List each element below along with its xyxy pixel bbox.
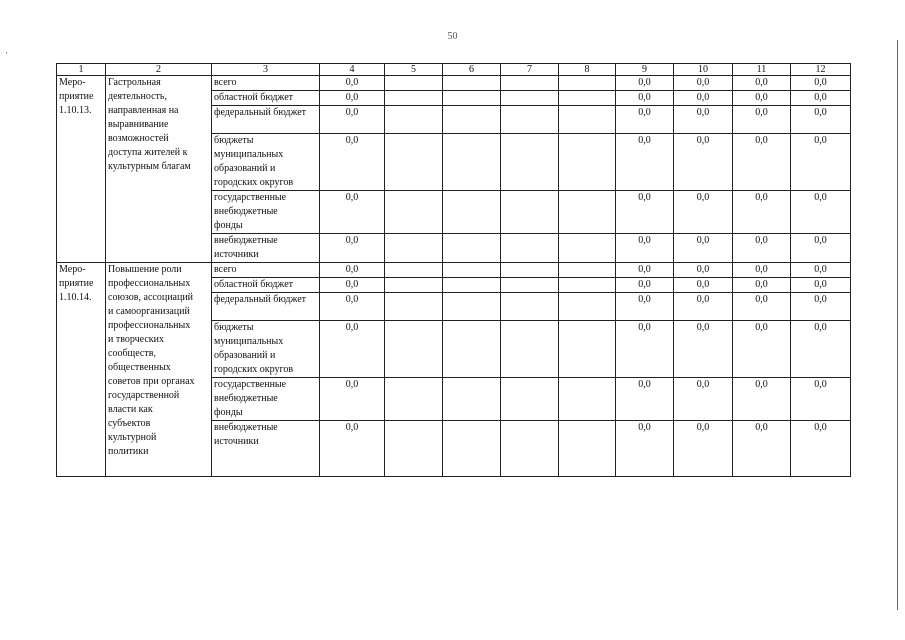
amount-cell-col-7 [501,378,559,421]
measure-label [57,263,106,477]
amount-cell-col-6 [443,191,501,234]
amount-cell-col-9: 0,0 [616,278,674,293]
amount-cell-col-11: 0,0 [733,134,791,191]
table-body [57,64,851,477]
amount-cell-col-6 [443,293,501,321]
amount-cell-col-6 [443,76,501,91]
funding-source [212,378,320,421]
amount-cell-col-11: 0,0 [733,234,791,263]
funding-source-text: государственные внебюджетные фонды [214,379,287,418]
amount-cell-col-8 [559,293,616,321]
amount-cell-col-9: 0,0 [616,263,674,278]
amount-cell-col-8 [559,76,616,91]
amount-cell-col-8 [559,91,616,106]
measure-label [57,76,106,263]
funding-source [212,134,320,191]
amount-cell-col-12: 0,0 [791,91,851,106]
measure-label-text: Меро- приятие 1.10.14. [59,264,94,303]
column-number-7: 7 [501,64,559,76]
amount-cell-col-9: 0,0 [616,91,674,106]
amount-cell-col-4: 0,0 [320,91,385,106]
amount-cell-col-12: 0,0 [791,76,851,91]
amount-cell-col-10: 0,0 [674,134,733,191]
amount-cell-col-11: 0,0 [733,106,791,134]
amount-cell-col-10: 0,0 [674,263,733,278]
amount-cell-col-5 [385,234,443,263]
amount-cell-col-12: 0,0 [791,278,851,293]
amount-cell-col-7 [501,321,559,378]
funding-source-text: областной бюджет [214,279,294,290]
funding-source-text: всего [214,77,237,88]
funding-source [212,263,320,278]
funding-source-text: федеральный бюджет [214,107,307,118]
funding-source [212,191,320,234]
amount-cell-col-8 [559,191,616,234]
amount-cell-col-9: 0,0 [616,191,674,234]
amount-cell-col-12: 0,0 [791,421,851,477]
funding-source [212,278,320,293]
amount-cell-col-7 [501,278,559,293]
funding-source-text: федеральный бюджет [214,294,307,305]
funding-source-text: всего [214,264,237,275]
amount-cell-col-5 [385,321,443,378]
funding-source [212,321,320,378]
amount-cell-col-6 [443,91,501,106]
amount-cell-col-7 [501,191,559,234]
amount-cell-col-4: 0,0 [320,234,385,263]
amount-cell-col-12: 0,0 [791,263,851,278]
amount-cell-col-5 [385,421,443,477]
amount-cell-col-7 [501,76,559,91]
amount-cell-col-11: 0,0 [733,91,791,106]
amount-cell-col-8 [559,234,616,263]
amount-cell-col-8 [559,378,616,421]
funding-source-text: бюджеты муниципальных образований и городских округов [214,322,294,375]
header-row [57,64,851,76]
amount-cell-col-10: 0,0 [674,293,733,321]
amount-cell-col-4: 0,0 [320,378,385,421]
funding-source [212,421,320,477]
funding-source-text: внебюджетные источники [214,235,278,260]
amount-cell-col-11: 0,0 [733,321,791,378]
column-number-8: 8 [559,64,616,76]
amount-cell-col-12: 0,0 [791,293,851,321]
column-number-10: 10 [674,64,733,76]
amount-cell-col-6 [443,134,501,191]
page-number: 50 [447,31,458,42]
amount-cell-col-4: 0,0 [320,106,385,134]
amount-cell-col-6 [443,321,501,378]
amount-cell-col-4: 0,0 [320,191,385,234]
amount-cell-col-5 [385,263,443,278]
amount-cell-col-9: 0,0 [616,106,674,134]
measure-description [106,263,212,477]
amount-cell-col-7 [501,234,559,263]
funding-source [212,293,320,321]
amount-cell-col-11: 0,0 [733,191,791,234]
amount-cell-col-10: 0,0 [674,76,733,91]
amount-cell-col-7 [501,91,559,106]
amount-cell-col-8 [559,134,616,191]
amount-cell-col-11: 0,0 [733,76,791,91]
amount-cell-col-11: 0,0 [733,263,791,278]
amount-cell-col-5 [385,378,443,421]
table-row [57,263,851,278]
amount-cell-col-6 [443,263,501,278]
amount-cell-col-5 [385,191,443,234]
amount-cell-col-12: 0,0 [791,321,851,378]
column-number-6: 6 [443,64,501,76]
amount-cell-col-8 [559,106,616,134]
amount-cell-col-4: 0,0 [320,263,385,278]
amount-cell-col-10: 0,0 [674,421,733,477]
scan-mark [6,52,7,54]
amount-cell-col-10: 0,0 [674,91,733,106]
amount-cell-col-7 [501,421,559,477]
funding-source-text: областной бюджет [214,92,294,103]
amount-cell-col-11: 0,0 [733,421,791,477]
amount-cell-col-5 [385,134,443,191]
amount-cell-col-5 [385,293,443,321]
funding-source [212,76,320,91]
amount-cell-col-8 [559,421,616,477]
amount-cell-col-10: 0,0 [674,278,733,293]
measure-description [106,76,212,263]
amount-cell-col-9: 0,0 [616,378,674,421]
column-number-9: 9 [616,64,674,76]
amount-cell-col-4: 0,0 [320,134,385,191]
funding-source [212,234,320,263]
table-row [57,76,851,91]
amount-cell-col-6 [443,106,501,134]
amount-cell-col-8 [559,263,616,278]
amount-cell-col-12: 0,0 [791,234,851,263]
funding-source [212,106,320,134]
amount-cell-col-9: 0,0 [616,134,674,191]
measure-description-text: Гастрольная деятельность, направленная на выравнивание возможностей доступа жителей к культурным благам [108,77,191,172]
amount-cell-col-7 [501,134,559,191]
page-edge-line [897,40,898,610]
measure-label-text: Меро- приятие 1.10.13. [59,77,94,116]
funding-source [212,91,320,106]
funding-source-text: бюджеты муниципальных образований и городских округов [214,135,294,188]
amount-cell-col-4: 0,0 [320,421,385,477]
amount-cell-col-9: 0,0 [616,321,674,378]
amount-cell-col-11: 0,0 [733,293,791,321]
amount-cell-col-6 [443,234,501,263]
amount-cell-col-7 [501,263,559,278]
amount-cell-col-10: 0,0 [674,106,733,134]
amount-cell-col-5 [385,76,443,91]
amount-cell-col-11: 0,0 [733,378,791,421]
amount-cell-col-7 [501,293,559,321]
amount-cell-col-9: 0,0 [616,293,674,321]
amount-cell-col-12: 0,0 [791,106,851,134]
amount-cell-col-4: 0,0 [320,321,385,378]
amount-cell-col-9: 0,0 [616,421,674,477]
amount-cell-col-10: 0,0 [674,378,733,421]
amount-cell-col-8 [559,321,616,378]
amount-cell-col-4: 0,0 [320,76,385,91]
amount-cell-col-8 [559,278,616,293]
amount-cell-col-9: 0,0 [616,76,674,91]
amount-cell-col-4: 0,0 [320,293,385,321]
amount-cell-col-6 [443,421,501,477]
funding-source-text: внебюджетные источники [214,422,278,447]
column-number-4: 4 [320,64,385,76]
amount-cell-col-9: 0,0 [616,234,674,263]
amount-cell-col-10: 0,0 [674,191,733,234]
column-number-2: 2 [106,64,212,76]
amount-cell-col-5 [385,278,443,293]
amount-cell-col-7 [501,106,559,134]
amount-cell-col-10: 0,0 [674,321,733,378]
column-number-5: 5 [385,64,443,76]
amount-cell-col-5 [385,106,443,134]
column-number-11: 11 [733,64,791,76]
amount-cell-col-6 [443,278,501,293]
funding-source-text: государственные внебюджетные фонды [214,192,287,231]
budget-table [56,63,851,477]
amount-cell-col-12: 0,0 [791,191,851,234]
amount-cell-col-10: 0,0 [674,234,733,263]
column-number-1: 1 [57,64,106,76]
column-number-3: 3 [212,64,320,76]
amount-cell-col-11: 0,0 [733,278,791,293]
amount-cell-col-4: 0,0 [320,278,385,293]
amount-cell-col-12: 0,0 [791,378,851,421]
column-number-12: 12 [791,64,851,76]
amount-cell-col-12: 0,0 [791,134,851,191]
amount-cell-col-6 [443,378,501,421]
amount-cell-col-5 [385,91,443,106]
measure-description-text: Повышение роли профессиональных союзов, ассоциаций и самоорганизаций профессиональных и творческих сообществ, общественных советов при органах государственной власти как субъектов культурной политики [108,264,195,457]
